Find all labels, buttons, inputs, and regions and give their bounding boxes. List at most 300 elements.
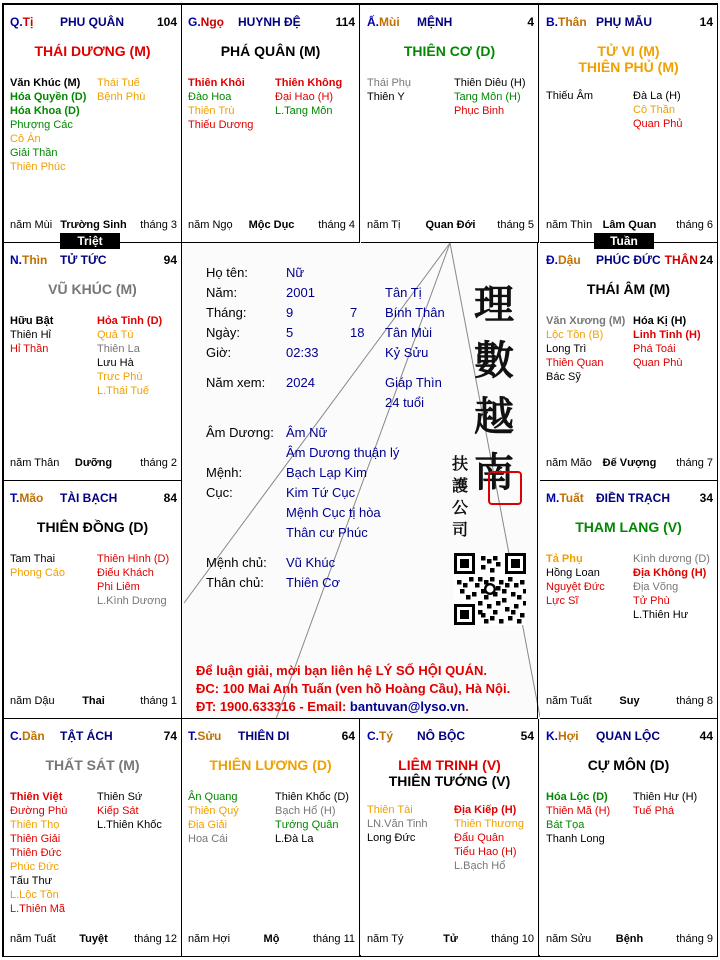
calligraphy-char: 數 [474, 337, 514, 384]
star: Điếu Khách [97, 567, 154, 579]
palace-dau [540, 243, 718, 481]
star: Thái Tuế [97, 77, 140, 89]
can: M. [546, 491, 560, 505]
star: Hoa Cái [188, 833, 228, 845]
can: Q. [10, 15, 23, 29]
star: Thiên Mã (H) [546, 805, 611, 817]
chi: Thìn [22, 253, 48, 267]
truong-sinh: Lâm Quan [602, 219, 657, 231]
minor-stars [182, 790, 359, 930]
palace-tuat [540, 481, 718, 719]
stars-right [275, 790, 363, 846]
palace-position [546, 253, 581, 267]
main-star: TỬ VI (M) [597, 43, 660, 59]
info-can-chi: Bính Thân [385, 305, 445, 320]
palace-ti [4, 5, 182, 243]
star: Thiếu Âm [546, 90, 594, 102]
star: Thiên Trù [188, 105, 235, 117]
palace-footer [10, 457, 177, 471]
stars-left [10, 552, 98, 580]
palace-name: QUAN LỘC [596, 729, 660, 743]
main-stars [540, 43, 717, 75]
palace-number: 104 [156, 15, 177, 29]
main-stars [361, 757, 538, 789]
star: Thiên Thương [454, 818, 525, 830]
palace-number: 34 [699, 491, 713, 505]
star: Trực Phù [97, 371, 143, 383]
star: Đào Hoa [188, 91, 232, 103]
palace-number: 14 [699, 15, 713, 29]
main-star: PHÁ QUÂN (M) [220, 43, 321, 59]
star: Văn Khúc (M) [10, 77, 81, 89]
chi: Mùi [379, 15, 400, 29]
stars-right [633, 790, 720, 818]
palace-footer [546, 695, 713, 709]
han-year: năm Tuất [10, 933, 56, 945]
main-stars [540, 519, 717, 535]
info-label: Năm: [206, 285, 238, 300]
info-value: 02:33 [286, 345, 319, 360]
stars-right [97, 552, 185, 608]
star: Địa Kiếp (H) [454, 804, 517, 816]
star: Hóa Khoa (D) [10, 105, 80, 117]
minor-stars [361, 803, 538, 943]
palace-number: 4 [527, 15, 534, 29]
star: Phong Cáo [10, 567, 66, 579]
stars-right [454, 803, 542, 873]
chi: Dần [22, 729, 45, 743]
info-can-chi: Tân Tị [385, 285, 422, 300]
star: Thiên La [97, 343, 140, 355]
stars-left [367, 76, 455, 104]
palace-name: PHU QUÂN [60, 15, 125, 29]
stars-right [633, 552, 720, 622]
star: Phi Liêm [97, 581, 140, 593]
palace-number: 114 [335, 15, 355, 29]
star: Địa Võng [633, 581, 679, 593]
info-can-chi: Kỷ Sửu [385, 345, 429, 360]
calligraphy-char: 理 [474, 281, 514, 328]
main-stars [540, 281, 717, 297]
star: Thiên Quan [546, 357, 604, 369]
contact-line-3: ĐT: 1900.633316 - Email: bantuvan@lyso.vn. [196, 699, 469, 714]
palace-footer [546, 457, 713, 471]
han-month: tháng 6 [676, 219, 713, 231]
star: Thiên Đức [10, 847, 62, 859]
chi: Thân [558, 15, 587, 29]
minor-stars [540, 552, 717, 692]
info-label: Cục: [206, 485, 233, 500]
palace-position [367, 729, 393, 743]
info-value: Mệnh Cục tị hòa [286, 505, 381, 520]
han-month: tháng 8 [676, 695, 713, 707]
star: Tiểu Hao (H) [454, 846, 517, 858]
info-value: Thiên Cơ [286, 575, 341, 590]
star: Lực Sĩ [546, 595, 579, 607]
stars-left [546, 314, 634, 384]
palace-header [546, 491, 713, 505]
stars-right [633, 314, 720, 370]
info-value: Giáp Thìn [385, 375, 442, 390]
palace-footer [546, 219, 713, 233]
info-value: 9 [286, 305, 294, 320]
info-value: Âm Nữ [286, 425, 328, 440]
palace-position [188, 15, 224, 29]
minor-stars [182, 76, 359, 216]
star: Long Trì [546, 343, 587, 355]
truong-sinh: Mộc Dục [248, 219, 295, 231]
star: Hữu Bật [10, 315, 54, 327]
info-value: 5 [286, 325, 294, 340]
main-star: THIÊN PHỦ (M) [578, 59, 679, 75]
palace-header [10, 729, 177, 743]
info-label: Năm xem: [206, 375, 266, 390]
stars-left [10, 76, 98, 174]
truong-sinh: Tử [443, 933, 458, 945]
stars-left [546, 790, 634, 846]
palace-position [10, 253, 47, 267]
minor-stars [540, 314, 717, 454]
stars-right [97, 790, 185, 832]
info-value: Vũ Khúc [286, 555, 336, 570]
palace-name: PHỤ MẪU [596, 15, 652, 29]
star: L.Thiên Mã [10, 903, 66, 915]
chi: Mão [19, 491, 44, 505]
palace-dan [4, 719, 182, 957]
can: C. [10, 729, 22, 743]
han-year: năm Thìn [546, 219, 593, 231]
star: Tam Thai [10, 553, 56, 565]
star: Thiên Phúc [10, 161, 66, 173]
star: Bát Tọa [546, 819, 585, 831]
truong-sinh: Đế Vượng [602, 457, 657, 469]
han-month: tháng 11 [312, 933, 355, 945]
stars-right [97, 76, 185, 104]
palace-footer [10, 219, 177, 233]
calligraphy-small-char: 護 [452, 476, 469, 495]
palace-mui [361, 5, 539, 243]
star: L.Bạch Hổ [454, 860, 506, 872]
info-label: Mệnh: [206, 465, 243, 480]
han-month: tháng 10 [491, 933, 534, 945]
star: Tướng Quân [275, 819, 339, 831]
star: Giải Thần [10, 147, 58, 159]
star: Thiếu Dương [188, 119, 254, 131]
can: T. [10, 491, 20, 505]
center-info [182, 243, 538, 719]
star: Thiên Hư (H) [633, 791, 698, 803]
star: Quan Phủ [633, 118, 683, 130]
palace-number: 44 [699, 729, 713, 743]
palace-position [188, 729, 221, 743]
palace-thin [4, 243, 182, 481]
star: Tang Môn (H) [454, 91, 521, 103]
star: Phá Toái [633, 343, 676, 355]
star: Bệnh Phù [97, 91, 146, 103]
star: Hồng Loan [546, 567, 600, 579]
truong-sinh: Mộ [263, 933, 280, 945]
han-year: năm Tuất [546, 695, 592, 707]
star: Phượng Các [10, 119, 73, 131]
main-stars [182, 757, 359, 773]
star: Tử Phù [633, 595, 670, 607]
han-year: năm Tị [367, 219, 401, 231]
palace-position [10, 491, 43, 505]
star: Cô Thần [633, 104, 675, 116]
can: Đ. [546, 253, 558, 267]
info-value: Thân cư Phúc [286, 525, 368, 540]
triet-tag: Triệt [60, 233, 120, 249]
star: Quả Tú [97, 329, 134, 341]
than-marker: THÂN [664, 253, 698, 267]
palace-footer [188, 219, 355, 233]
minor-stars [540, 89, 717, 229]
palace-number: 64 [341, 729, 355, 743]
star: Hỉ Thần [10, 343, 49, 355]
stars-left [188, 76, 276, 132]
calligraphy-small-char: 扶 [452, 454, 469, 473]
info-value: Kim Tứ Cục [286, 485, 356, 500]
star: Tả Phụ [546, 553, 583, 565]
star: Kiếp Sát [97, 805, 139, 817]
palace-header [10, 253, 177, 267]
truong-sinh: Quan Đới [425, 219, 476, 231]
stars-right [275, 76, 363, 118]
han-year: năm Tý [367, 933, 404, 945]
chi: Ngọ [200, 15, 224, 29]
star: Bác Sỹ [546, 371, 581, 383]
info-label: Ngày: [206, 325, 240, 340]
info-value: Âm Dương thuận lý [286, 445, 400, 460]
palace-footer [10, 933, 177, 947]
han-month: tháng 4 [318, 219, 355, 231]
star: Thái Phụ [367, 77, 412, 89]
main-star: THIÊN CƠ (D) [403, 43, 496, 59]
stars-right [633, 89, 720, 131]
minor-stars [361, 76, 538, 216]
palace-position [10, 729, 45, 743]
minor-stars [540, 790, 717, 930]
palace-header [367, 729, 534, 743]
palace-ngo [182, 5, 360, 243]
main-stars [182, 43, 359, 59]
palace-name: NÔ BỘC [417, 729, 465, 743]
palace-position [546, 15, 587, 29]
minor-stars [4, 314, 181, 454]
truong-sinh: Tuyệt [79, 933, 108, 945]
main-stars [361, 43, 538, 59]
han-month: tháng 2 [140, 457, 177, 469]
star: Cô Án [10, 133, 41, 145]
star: Phúc Đức [10, 861, 59, 873]
palace-footer [367, 219, 534, 233]
palace-name: THIÊN DI [238, 729, 290, 743]
palace-mao [4, 481, 182, 719]
star: Phục Binh [454, 105, 505, 117]
star: Thiên Y [367, 91, 405, 103]
chi: Tý [379, 729, 394, 743]
contact-line-1: Để luận giải, mời bạn liên hệ LÝ SỐ HỘI QUÁN. [196, 663, 487, 678]
palace-number: 94 [163, 253, 177, 267]
palace-number: 54 [520, 729, 534, 743]
star: Thiên Khốc (D) [275, 791, 349, 803]
star: Thiên Thọ [10, 819, 60, 831]
can: T. [188, 729, 198, 743]
chi: Hợi [558, 729, 579, 743]
han-year: năm Mùi [10, 219, 53, 231]
info-value: Nữ [286, 265, 305, 280]
star: Thiên Việt [10, 791, 63, 803]
star: L.Đà La [275, 833, 314, 845]
palace-number: 74 [163, 729, 177, 743]
main-stars [4, 281, 181, 297]
han-month: tháng 12 [134, 933, 177, 945]
star: Linh Tinh (H) [633, 329, 701, 341]
palace-header [546, 15, 713, 29]
info-label: Thân chủ: [206, 575, 264, 590]
palace-header [188, 15, 355, 29]
star: Quan Phù [633, 357, 683, 369]
star: Tấu Thư [10, 875, 53, 887]
palace-footer [367, 933, 534, 947]
star: Thiên Quý [188, 805, 239, 817]
star: Thiên Tài [367, 804, 413, 816]
star: Thanh Long [546, 833, 605, 845]
star: L.Thái Tuế [97, 385, 149, 397]
can: Ấ. [367, 15, 379, 29]
stars-right [97, 314, 185, 398]
palace-name: ĐIỀN TRẠCH [596, 491, 670, 505]
main-star: THÁI ÂM (M) [586, 281, 671, 297]
info-value: 2024 [286, 375, 315, 390]
tuvi-chart [2, 3, 718, 957]
star: Đường Phù [10, 805, 68, 817]
info-can-chi: Tân Mùi [385, 325, 432, 340]
han-year: năm Dậu [10, 695, 55, 707]
star: Đà La (H) [633, 90, 681, 102]
info-label: Họ tên: [206, 265, 248, 280]
star: Thiên Hình (D) [97, 553, 170, 565]
stars-left [188, 790, 276, 846]
star: Bạch Hổ (H) [275, 805, 336, 817]
truong-sinh: Trường Sinh [60, 219, 127, 231]
palace-header [10, 491, 177, 505]
han-year: năm Mão [546, 457, 592, 469]
palace-header [10, 15, 177, 29]
calligraphy-small-char: 司 [452, 520, 469, 539]
palace-position [546, 491, 584, 505]
minor-stars [4, 76, 181, 216]
stars-left [546, 552, 634, 608]
star: L.Thiên Hư [633, 609, 689, 621]
han-month: tháng 5 [497, 219, 534, 231]
minor-stars [4, 790, 181, 930]
han-month: tháng 3 [140, 219, 177, 231]
calligraphy-small-char: 公 [452, 498, 469, 517]
info-value: Bạch Lạp Kim [286, 465, 367, 480]
minor-stars [4, 552, 181, 692]
palace-name: MỆNH [417, 15, 453, 29]
palace-footer [10, 695, 177, 709]
palace-name: PHÚC ĐỨC THÂN [596, 253, 698, 267]
star: Đại Hao (H) [275, 91, 334, 103]
star: Kình dương (D) [633, 553, 710, 565]
email-link[interactable]: bantuvan@lyso.vn [349, 699, 466, 714]
main-star: THIÊN TƯỚNG (V) [388, 773, 511, 789]
palace-header [546, 729, 713, 743]
info-label: Giờ: [206, 345, 232, 360]
info-value: 2001 [286, 285, 315, 300]
main-star: LIÊM TRINH (V) [398, 757, 501, 773]
main-stars [4, 519, 181, 535]
info-value-lunar: 7 [350, 305, 358, 320]
main-star: THAM LANG (V) [575, 519, 682, 535]
palace-header [546, 253, 713, 267]
stars-left [10, 314, 98, 356]
stars-right [454, 76, 542, 118]
palace-name: TÀI BẠCH [60, 491, 118, 505]
can: B. [546, 15, 558, 29]
star: Hóa Quyền (D) [10, 91, 87, 103]
main-stars [540, 757, 717, 773]
main-star: VŨ KHÚC (M) [48, 281, 137, 297]
main-star: THÁI DƯƠNG (M) [34, 43, 151, 59]
main-stars [4, 43, 181, 59]
star: L.Tang Môn [275, 105, 333, 117]
stars-left [546, 89, 634, 103]
palace-suu [182, 719, 360, 957]
palace-footer [188, 933, 355, 947]
palace-header [188, 729, 355, 743]
truong-sinh: Suy [619, 695, 640, 707]
han-year: năm Ngọ [188, 219, 233, 231]
palace-name: TỬ TỨC [60, 253, 107, 267]
palace-name: TẬT ÁCH [60, 729, 113, 743]
stars-left [367, 803, 455, 845]
can: K. [546, 729, 558, 743]
star: Thiên Diêu (H) [454, 77, 526, 89]
truong-sinh: Thai [82, 695, 105, 707]
palace-name: HUYNH ĐỆ [238, 15, 301, 29]
star: Thiên Không [275, 77, 343, 89]
palace-header [367, 15, 534, 29]
palace-number: 84 [163, 491, 177, 505]
star: Hỏa Tinh (D) [97, 315, 163, 327]
han-year: năm Thân [10, 457, 60, 469]
star: Thiên Sứ [97, 791, 143, 803]
star: Thiên Hỉ [10, 329, 51, 341]
can: N. [10, 253, 22, 267]
info-label: Âm Dương: [206, 425, 274, 440]
han-year: năm Hợi [188, 933, 231, 945]
info-value-lunar: 18 [350, 325, 365, 340]
star: Nguyệt Đức [546, 581, 605, 593]
palace-position [367, 15, 400, 29]
main-star: THẤT SÁT (M) [45, 757, 140, 773]
info-label: Tháng: [206, 305, 247, 320]
main-stars [4, 757, 181, 773]
info-label: Mệnh chủ: [206, 555, 267, 570]
palace-ty [361, 719, 539, 957]
star: L.Lộc Tồn [10, 889, 59, 901]
palace-than [540, 5, 718, 243]
star: Thiên Giải [10, 833, 61, 845]
chi: Tuất [559, 491, 584, 505]
chi: Dậu [558, 253, 581, 267]
can: G. [188, 15, 201, 29]
contact-line-2: ĐC: 100 Mai Anh Tuấn (ven hồ Hoàng Cầu), Hà Nội. [196, 681, 511, 696]
han-month: tháng 9 [676, 933, 713, 945]
